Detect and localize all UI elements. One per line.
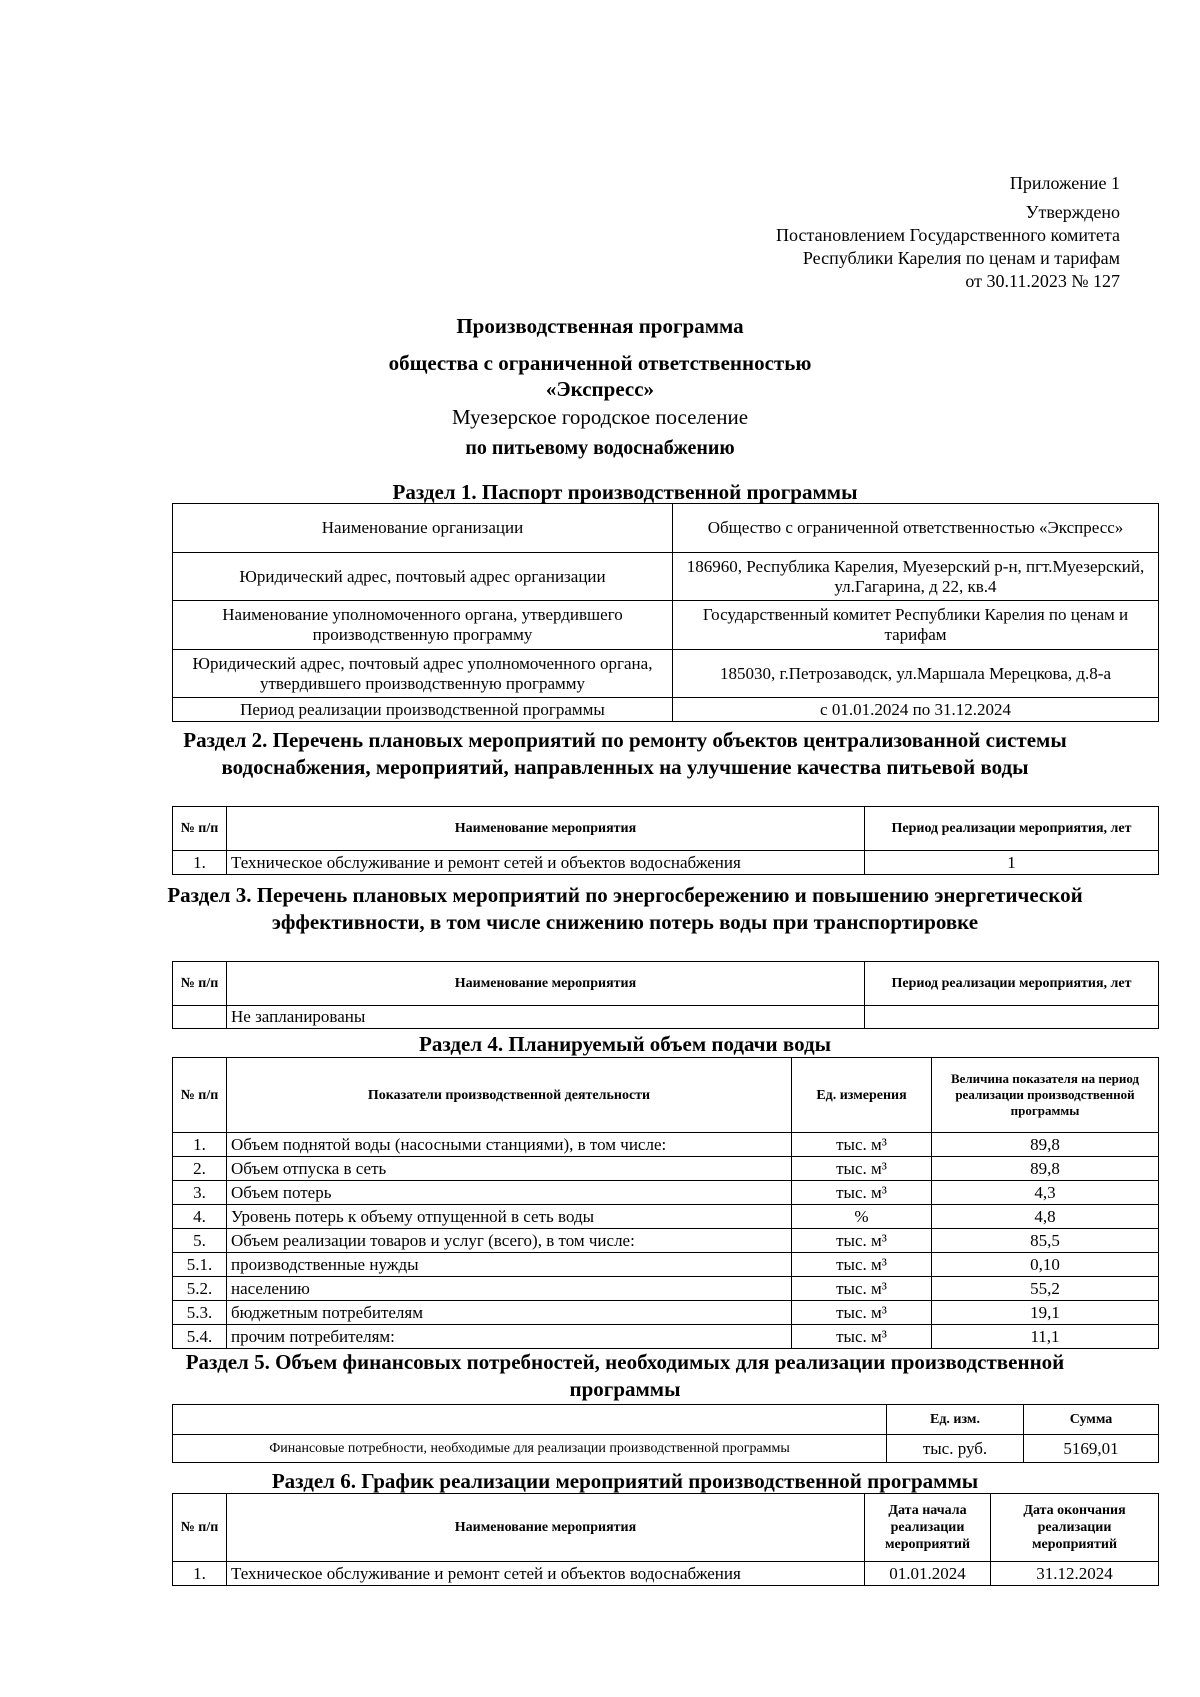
- row-name: производственные нужды: [227, 1253, 792, 1277]
- passport-label: Период реализации производственной программы: [173, 698, 673, 722]
- section6-table: [172, 1493, 1159, 1586]
- table-row: [173, 1277, 1159, 1301]
- passport-value: с 01.01.2024 по 31.12.2024: [673, 698, 1159, 722]
- row-unit: тыс. м³: [792, 1277, 932, 1301]
- row-name: Не запланированы: [227, 1006, 865, 1029]
- passport-label: Юридический адрес, почтовый адрес уполномоченного органа, утвердившего производственную программу: [173, 650, 673, 698]
- approval-line-1: Постановлением Государственного комитета: [776, 225, 1120, 245]
- row-value: 89,8: [932, 1133, 1159, 1157]
- table-row: [173, 1006, 1159, 1029]
- finance-name: Финансовые потребности, необходимые для реализации производственной программы: [173, 1435, 887, 1463]
- row-num: 1.: [173, 851, 227, 875]
- title-service: по питьевому водоснабжению: [465, 437, 735, 459]
- table-row: [173, 1157, 1159, 1181]
- col-num-header: № п/п: [173, 1058, 227, 1133]
- col-value-header: Величина показателя на период реализации производственной программы: [932, 1058, 1159, 1133]
- row-num: 1.: [173, 1133, 227, 1157]
- document-title: [0, 308, 1200, 464]
- approval-line-2: Республики Карелия по ценам и тарифам: [802, 248, 1120, 268]
- section5-table: [172, 1404, 1159, 1463]
- row-unit: тыс. м³: [792, 1133, 932, 1157]
- passport-value: Общество с ограниченной ответственностью «Экспресс»: [673, 504, 1159, 553]
- row-unit: тыс. м³: [792, 1301, 932, 1325]
- col-num-header: № п/п: [173, 962, 227, 1006]
- row-period: 1: [865, 851, 1159, 875]
- row-name: Уровень потерь к объему отпущенной в сеть воды: [227, 1205, 792, 1229]
- table-row: [173, 698, 1159, 722]
- row-name: Объем потерь: [227, 1181, 792, 1205]
- finance-unit: тыс. руб.: [887, 1435, 1024, 1463]
- table-row: [173, 1205, 1159, 1229]
- row-value: 19,1: [932, 1301, 1159, 1325]
- passport-label: Наименование организации: [173, 504, 673, 553]
- row-value: 55,2: [932, 1277, 1159, 1301]
- col-name-header: Наименование мероприятия: [227, 807, 865, 851]
- col-num-header: № п/п: [173, 1494, 227, 1562]
- row-unit: %: [792, 1205, 932, 1229]
- approval-block: [776, 172, 1120, 293]
- row-unit: тыс. м³: [792, 1229, 932, 1253]
- col-unit-header: Ед. изм.: [887, 1405, 1024, 1435]
- col-empty-header: [173, 1405, 887, 1435]
- row-value: 85,5: [932, 1229, 1159, 1253]
- section4-heading: Раздел 4. Планируемый объем подачи воды: [419, 1032, 831, 1056]
- row-num: 5.: [173, 1229, 227, 1253]
- passport-value: Государственный комитет Республики Карелия по ценам и тарифам: [673, 601, 1159, 650]
- section4-table: [172, 1057, 1159, 1349]
- row-num: 5.1.: [173, 1253, 227, 1277]
- row-num: 3.: [173, 1181, 227, 1205]
- row-name: Объем реализации товаров и услуг (всего), в том числе:: [227, 1229, 792, 1253]
- table-row: [173, 650, 1159, 698]
- table-row: [173, 1301, 1159, 1325]
- table-row: [173, 851, 1159, 875]
- row-value: 4,3: [932, 1181, 1159, 1205]
- title-org-line2: «Экспресс»: [545, 377, 655, 401]
- appendix-label: Приложение 1: [1009, 173, 1120, 193]
- table-row: [173, 601, 1159, 650]
- row-num: [173, 1006, 227, 1029]
- row-num: 1.: [173, 1562, 227, 1586]
- row-num: 5.2.: [173, 1277, 227, 1301]
- row-name: населению: [227, 1277, 792, 1301]
- row-end: 31.12.2024: [991, 1562, 1159, 1586]
- passport-value: 186960, Республика Карелия, Муезерский р-н, пгт.Муезерский, ул.Гагарина, д 22, кв.4: [673, 553, 1159, 601]
- table-row: [173, 1253, 1159, 1277]
- title-org-line1: общества с ограниченной ответственностью: [388, 351, 812, 375]
- section1-heading: Раздел 1. Паспорт производственной программы: [392, 480, 858, 504]
- row-name: Техническое обслуживание и ремонт сетей и объектов водоснабжения: [227, 1562, 865, 1586]
- row-num: 4.: [173, 1205, 227, 1229]
- table-row: [173, 1325, 1159, 1349]
- passport-label: Юридический адрес, почтовый адрес организации: [173, 553, 673, 601]
- row-value: 11,1: [932, 1325, 1159, 1349]
- row-value: 89,8: [932, 1157, 1159, 1181]
- title-settlement: Муезерское городское поселение: [451, 405, 749, 429]
- section3-heading: Раздел 3. Перечень плановых мероприятий по энергосбережению и повышению энергетической эффективности, в том числе снижению потерь воды при транспортировке: [167, 883, 1083, 934]
- col-num-header: № п/п: [173, 807, 227, 851]
- col-end-header: Дата окончания реализации мероприятий: [991, 1494, 1159, 1562]
- row-name: бюджетным потребителям: [227, 1301, 792, 1325]
- finance-sum: 5169,01: [1024, 1435, 1159, 1463]
- row-num: 5.3.: [173, 1301, 227, 1325]
- row-name: Объем отпуска в сеть: [227, 1157, 792, 1181]
- table-header-row: [173, 1405, 1159, 1435]
- section3-table: [172, 961, 1159, 1029]
- row-unit: тыс. м³: [792, 1157, 932, 1181]
- row-value: 4,8: [932, 1205, 1159, 1229]
- section5-heading: Раздел 5. Объем финансовых потребностей, необходимых для реализации производственной программы: [185, 1350, 1065, 1401]
- table-header-row: [173, 1494, 1159, 1562]
- passport-label: Наименование уполномоченного органа, утвердившего производственную программу: [173, 601, 673, 650]
- title-main: Производственная программа: [456, 314, 744, 338]
- col-name-header: Наименование мероприятия: [227, 1494, 865, 1562]
- table-row: [173, 504, 1159, 553]
- approved-label: Утверждено: [1025, 202, 1120, 222]
- table-header-row: [173, 807, 1159, 851]
- section6-heading: Раздел 6. График реализации мероприятий производственной программы: [271, 1469, 979, 1493]
- section2-heading: Раздел 2. Перечень плановых мероприятий по ремонту объектов централизованной системы водоснабжения, мероприятий, направленных на улучшение качества питьевой воды: [183, 728, 1067, 779]
- col-name-header: Наименование мероприятия: [227, 962, 865, 1006]
- row-name: Техническое обслуживание и ремонт сетей и объектов водоснабжения: [227, 851, 865, 875]
- col-start-header: Дата начала реализации мероприятий: [865, 1494, 991, 1562]
- row-num: 2.: [173, 1157, 227, 1181]
- table-header-row: [173, 1058, 1159, 1133]
- table-row: [173, 553, 1159, 601]
- col-period-header: Период реализации мероприятия, лет: [865, 807, 1159, 851]
- table-row: [173, 1435, 1159, 1463]
- section1-table: [172, 503, 1159, 722]
- row-unit: тыс. м³: [792, 1325, 932, 1349]
- passport-value: 185030, г.Петрозаводск, ул.Маршала Мерецкова, д.8-а: [673, 650, 1159, 698]
- row-period: [865, 1006, 1159, 1029]
- col-unit-header: Ед. измерения: [792, 1058, 932, 1133]
- section2-table: [172, 806, 1159, 875]
- table-row: [173, 1562, 1159, 1586]
- col-name-header: Показатели производственной деятельности: [227, 1058, 792, 1133]
- row-unit: тыс. м³: [792, 1181, 932, 1205]
- row-name: прочим потребителям:: [227, 1325, 792, 1349]
- row-value: 0,10: [932, 1253, 1159, 1277]
- approval-date: от 30.11.2023 № 127: [965, 271, 1120, 291]
- row-num: 5.4.: [173, 1325, 227, 1349]
- row-unit: тыс. м³: [792, 1253, 932, 1277]
- table-header-row: [173, 962, 1159, 1006]
- col-period-header: Период реализации мероприятия, лет: [865, 962, 1159, 1006]
- col-sum-header: Сумма: [1024, 1405, 1159, 1435]
- table-row: [173, 1133, 1159, 1157]
- row-start: 01.01.2024: [865, 1562, 991, 1586]
- table-row: [173, 1181, 1159, 1205]
- row-name: Объем поднятой воды (насосными станциями), в том числе:: [227, 1133, 792, 1157]
- table-row: [173, 1229, 1159, 1253]
